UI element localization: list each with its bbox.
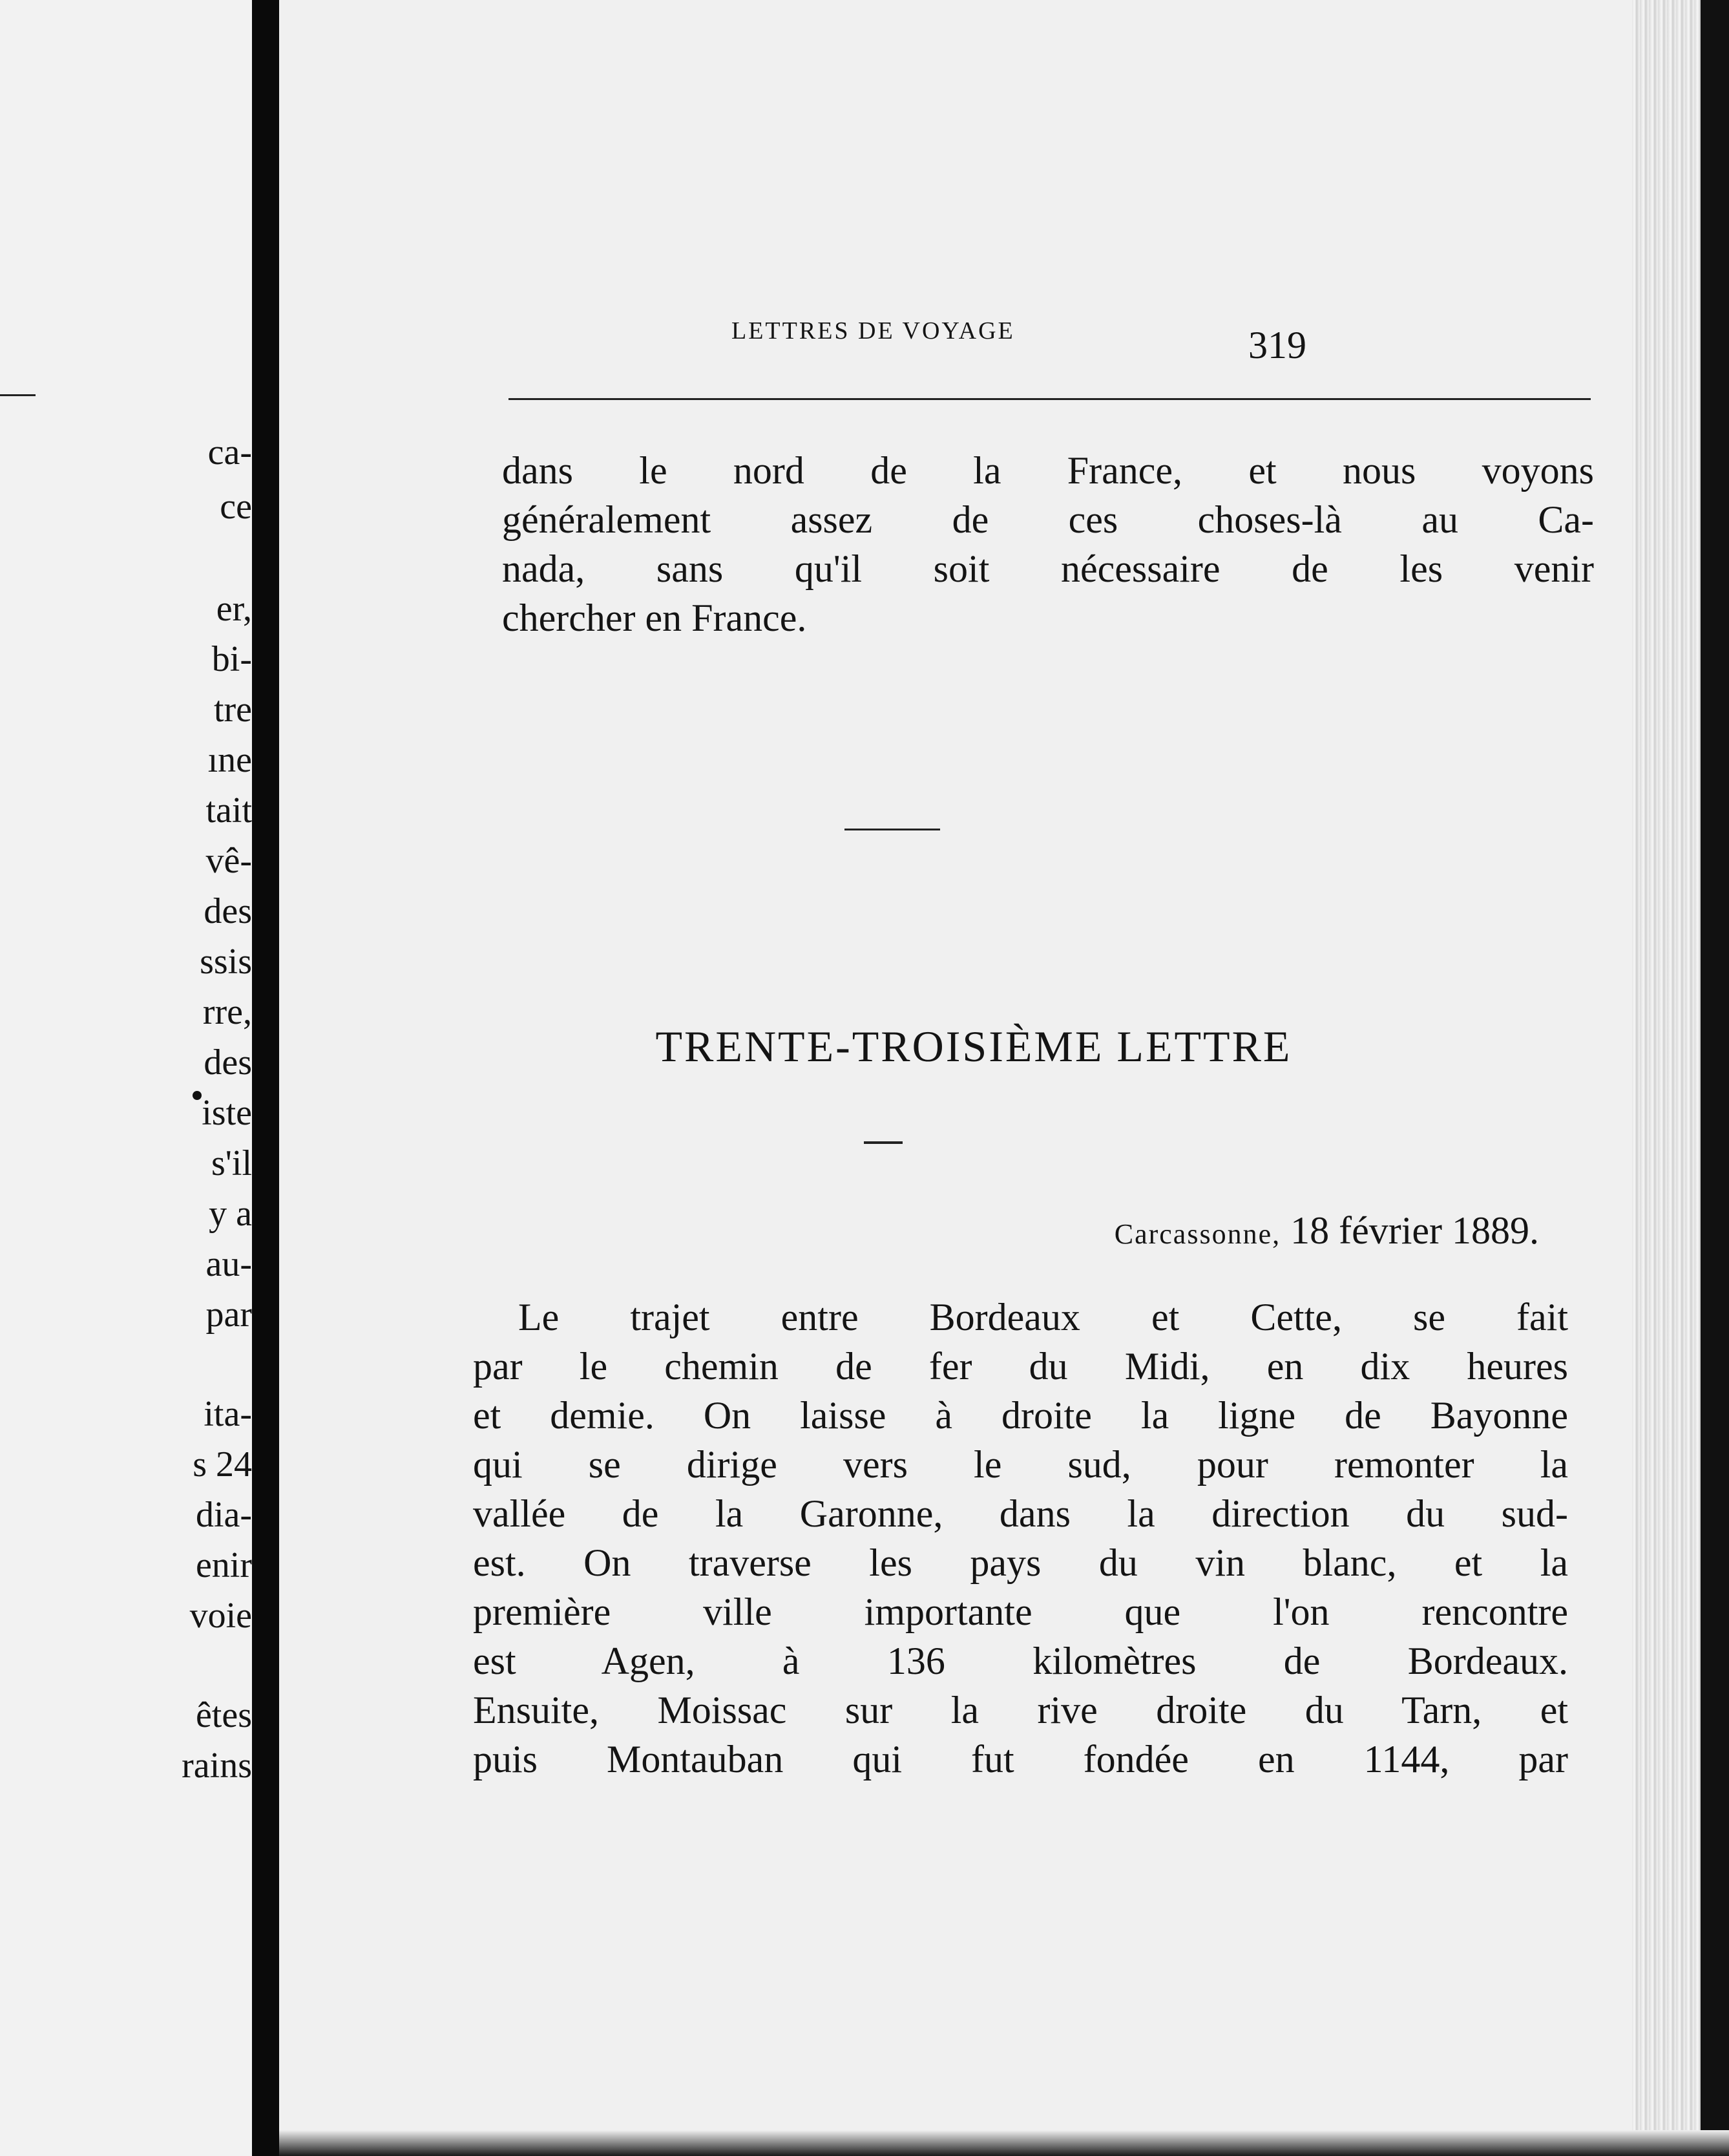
book-gutter bbox=[252, 0, 279, 2156]
dateline-date: 18 février 1889. bbox=[1290, 1209, 1539, 1252]
text-line: est. On traverse les pays du vin blanc, et la bbox=[473, 1541, 1568, 1584]
left-line-fragment: ita- bbox=[204, 1394, 252, 1434]
left-line-fragment: êtes bbox=[195, 1695, 252, 1735]
text-line: Le trajet entre Bordeaux et Cette, se fait bbox=[518, 1296, 1568, 1338]
left-line-fragment: ca- bbox=[207, 432, 252, 472]
text-line: généralement assez de ces choses-là au Ca- bbox=[502, 498, 1594, 541]
dateline-city: Carcassonne, bbox=[1114, 1218, 1281, 1250]
left-line-fragment: vê- bbox=[205, 841, 252, 881]
right-page bbox=[279, 0, 1729, 2156]
text-line: Ensuite, Moissac sur la rive droite du Tarn, et bbox=[473, 1689, 1568, 1731]
left-line-fragment: ıne bbox=[207, 740, 252, 780]
text-line: nada, sans qu'il soit nécessaire de les venir bbox=[502, 547, 1594, 590]
text-line: dans le nord de la France, et nous voyons bbox=[502, 449, 1594, 492]
left-line-fragment: enir bbox=[195, 1545, 252, 1585]
page-number: 319 bbox=[1248, 324, 1306, 366]
text-line: vallée de la Garonne, dans la direction du sud- bbox=[473, 1492, 1568, 1535]
text-line: puis Montauban qui fut fondée en 1144, par bbox=[473, 1738, 1568, 1781]
left-line-fragment: au- bbox=[205, 1244, 252, 1284]
left-line-fragment: rains bbox=[182, 1746, 252, 1786]
page-edges bbox=[1632, 0, 1729, 2156]
left-line-fragment: ce bbox=[220, 487, 252, 527]
left-line-fragment: iste bbox=[202, 1093, 252, 1133]
text-line: par le chemin de fer du Midi, en dix heures bbox=[473, 1345, 1568, 1388]
text-line: première ville importante que l'on rencontre bbox=[473, 1591, 1568, 1633]
page-bottom-shadow bbox=[279, 2130, 1729, 2156]
text-line: chercher en France. bbox=[502, 597, 807, 639]
left-line-fragment: par bbox=[205, 1295, 252, 1335]
left-line-fragment: voie bbox=[189, 1596, 252, 1636]
left-line-fragment: dia- bbox=[195, 1495, 252, 1535]
left-line-fragment: s 24 bbox=[193, 1444, 252, 1485]
left-page-header-rule bbox=[0, 394, 36, 396]
left-line-fragment: rre, bbox=[202, 992, 252, 1032]
title-dash bbox=[864, 1141, 903, 1144]
left-line-fragment: tait bbox=[205, 790, 252, 830]
left-line-fragment: des bbox=[204, 1042, 252, 1083]
left-line-fragment: ssis bbox=[200, 942, 252, 982]
left-line-fragment: s'il bbox=[211, 1143, 252, 1183]
dateline bbox=[718, 1209, 1539, 1253]
left-line-fragment: er, bbox=[216, 589, 252, 629]
left-line-fragment: des bbox=[204, 891, 252, 931]
header-rule bbox=[508, 398, 1591, 400]
text-line: et demie. On laisse à droite la ligne de Bayonne bbox=[473, 1394, 1568, 1437]
section-divider bbox=[844, 829, 940, 830]
text-line: qui se dirige vers le sud, pour remonter la bbox=[473, 1443, 1568, 1486]
ink-speck bbox=[193, 1091, 202, 1100]
left-page-fragment bbox=[0, 0, 252, 2156]
left-line-fragment: tre bbox=[213, 690, 252, 730]
left-line-fragment: y a bbox=[209, 1194, 252, 1234]
text-line: est Agen, à 136 kilomètres de Bordeaux. bbox=[473, 1640, 1568, 1682]
chapter-title: TRENTE-TROISIÈME LETTRE bbox=[655, 1022, 1292, 1071]
left-line-fragment: bi- bbox=[211, 639, 252, 679]
running-head: LETTRES DE VOYAGE bbox=[731, 317, 1015, 344]
